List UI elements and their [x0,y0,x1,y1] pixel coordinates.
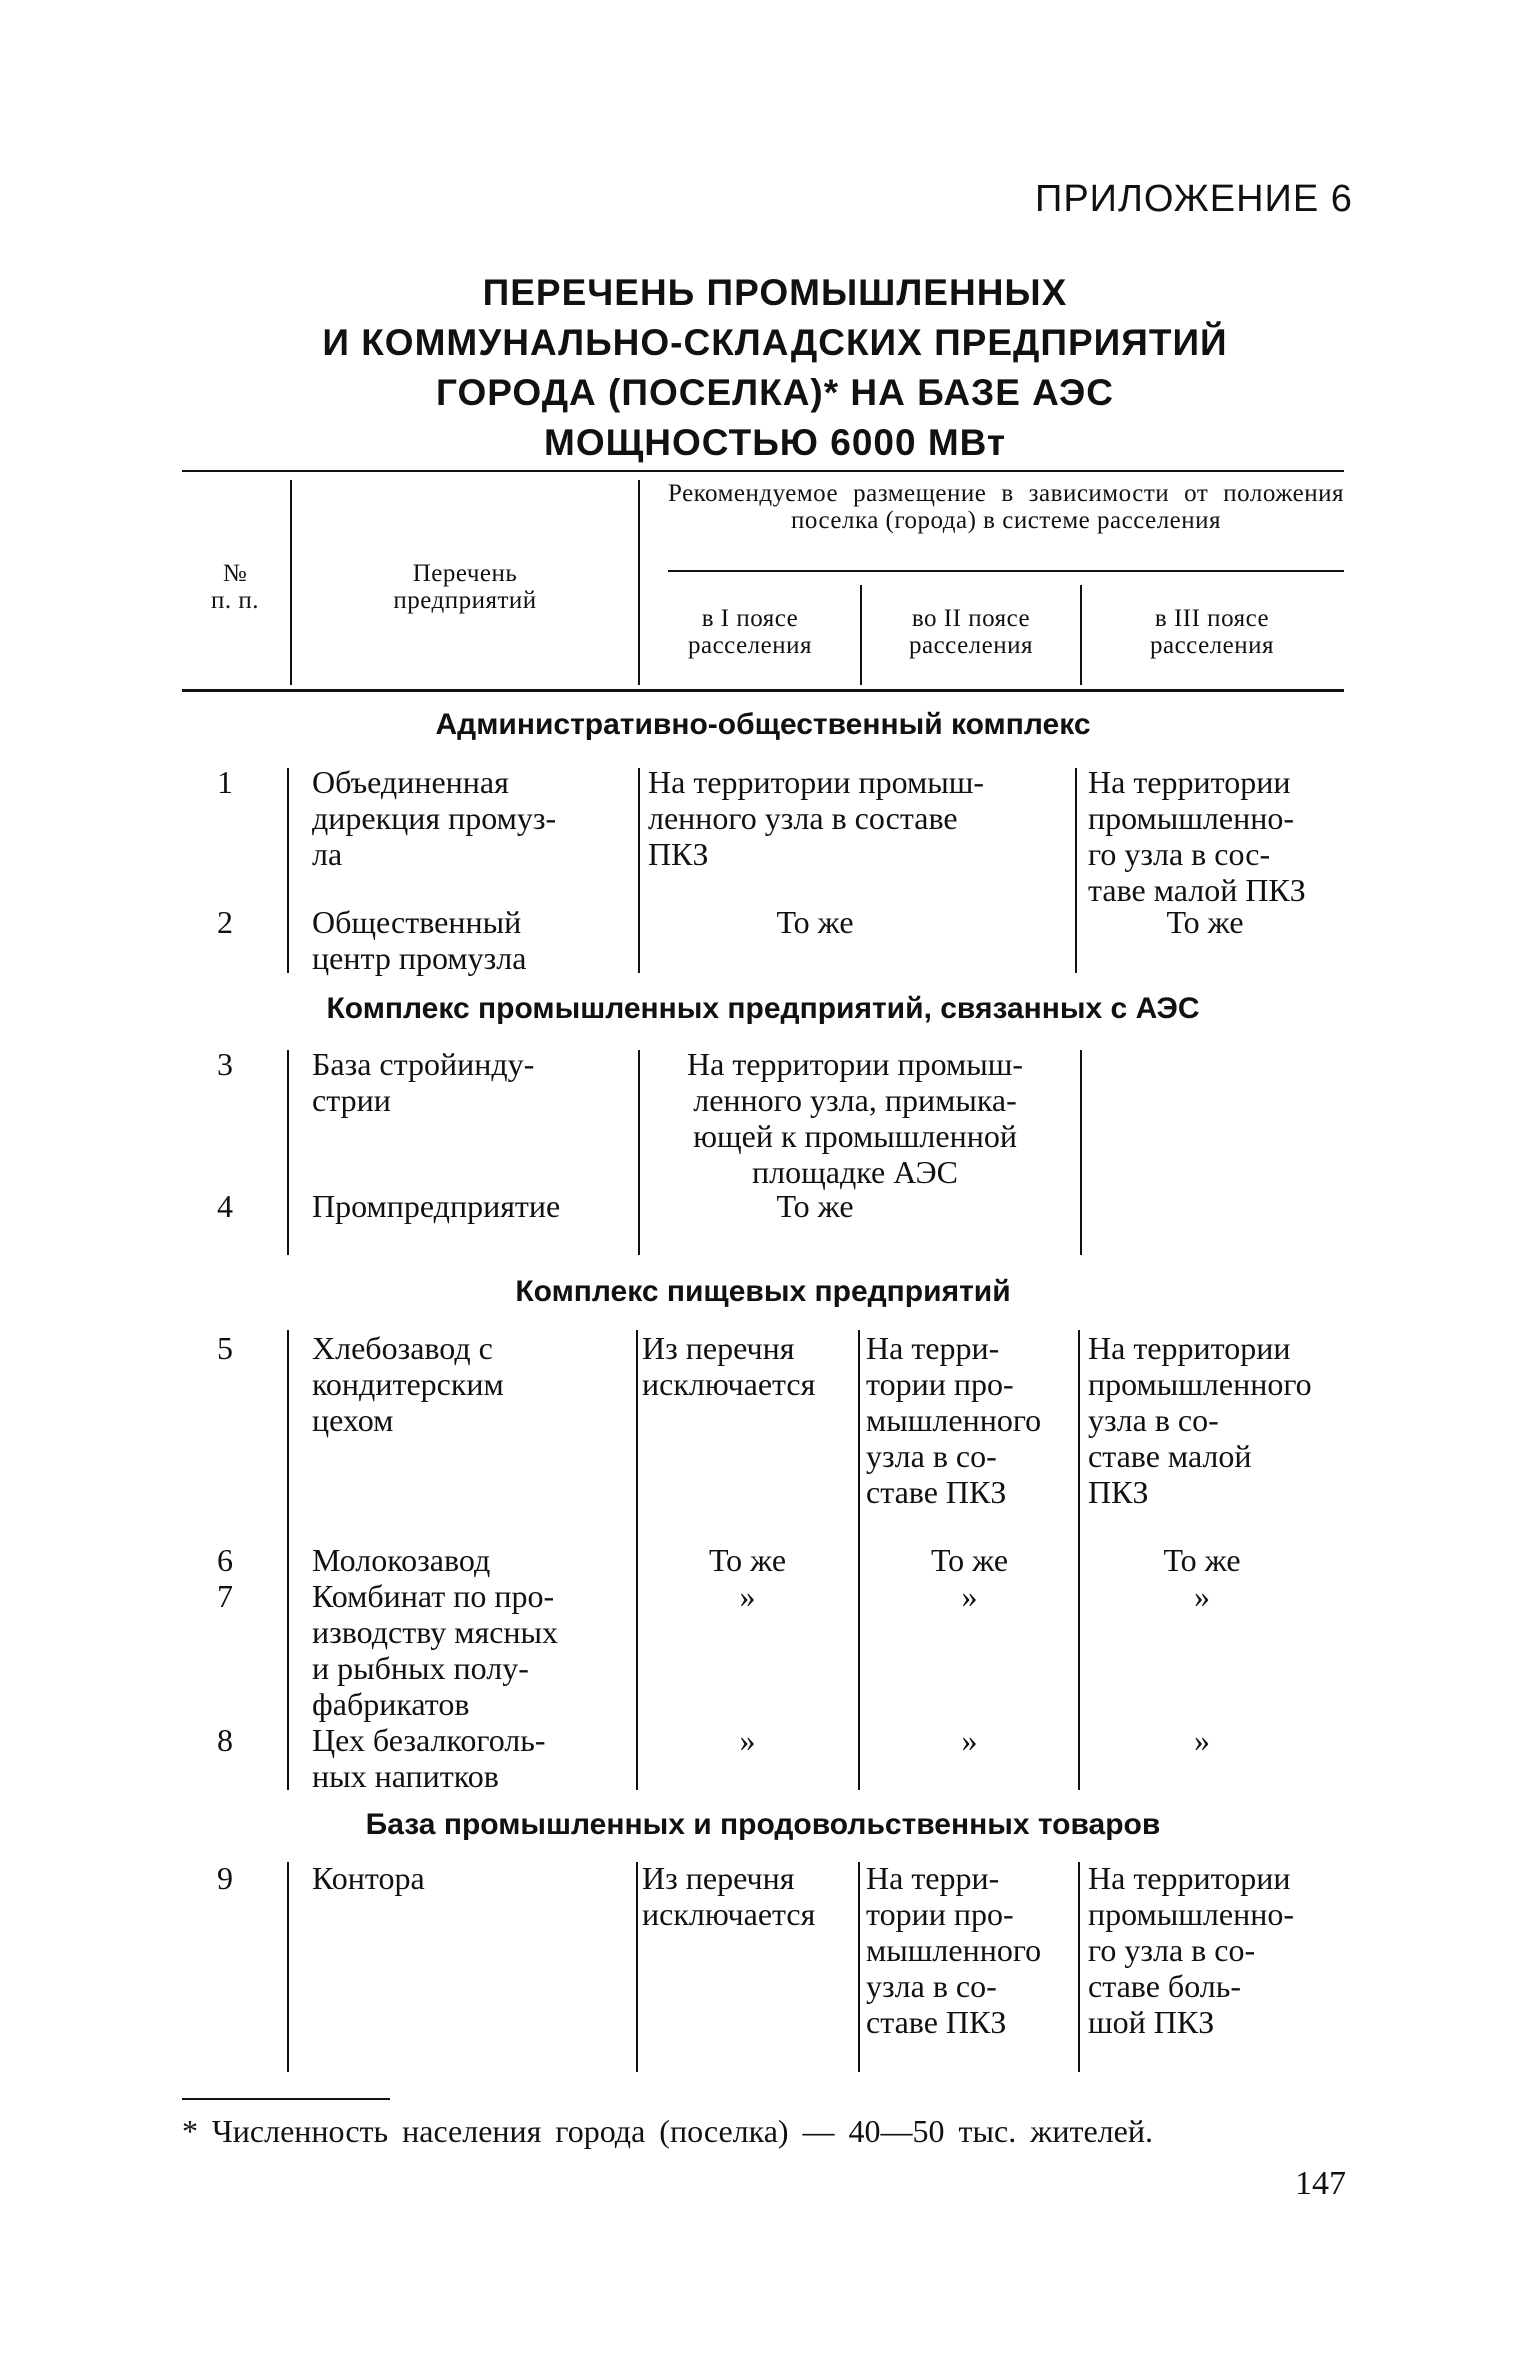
placement-zone-1: Из перечня исключается [642,1330,816,1402]
placement-zone-3: На территории промышленно- го узла в сос- таве малой ПКЗ [1088,764,1306,908]
section-heading: Комплекс пищевых предприятий [515,1275,1011,1308]
col-rule [287,1862,289,2072]
row-number: 9 [217,1860,233,1896]
placement-zone-3: То же [1163,1542,1241,1578]
placement-zone-1-2: То же [776,1188,854,1224]
placement-zone-2: То же [930,1542,1009,1578]
header-divider-2 [638,480,640,685]
col-rule [1078,1330,1080,1790]
header-zone-3: в III поясе расселения [1149,605,1275,659]
placement-zone-3: На территории промышленно- го узла в со- ставе боль- шой ПКЗ [1088,1860,1294,2040]
col-rule [1080,1050,1082,1255]
header-zone-2: во II поясе расселения [908,605,1034,659]
col-rule [1075,768,1077,973]
placement-zone-1: То же [708,1542,787,1578]
col-rule [1078,1862,1080,2072]
row-number: 5 [217,1330,233,1366]
placement-zone-1: » [739,1722,756,1758]
col-rule [636,1330,638,1790]
row-number: 7 [217,1578,233,1614]
section-heading: Административно-общественный комплекс [435,708,1091,741]
placement-zone-1-2: На территории промыш- ленного узла, примыка- ющей к промышленной площадке АЭС [687,1046,1023,1190]
col-rule [287,1050,289,1255]
col-rule [638,1050,640,1255]
enterprise-name: Контора [312,1860,425,1896]
placement-zone-3: » [1194,1722,1210,1758]
col-rule [287,1330,289,1790]
col-rule [858,1330,860,1790]
enterprise-name: Цех безалкоголь- ных напитков [312,1722,546,1794]
header-list: Перечень предприятий [393,560,537,614]
enterprise-name: Общественный центр промузла [312,904,527,976]
table-header-bottom-rule [182,689,1344,692]
header-sub-rule [668,570,1344,572]
enterprise-name: Хлебозавод с кондитерским цехом [312,1330,504,1438]
row-number: 6 [217,1542,233,1578]
placement-zone-1: » [739,1578,756,1614]
placement-zone-2: » [961,1722,978,1758]
placement-zone-3: То же [1166,904,1244,940]
col-rule [858,1862,860,2072]
section-heading: База промышленных и продовольственных товаров [365,1808,1161,1841]
row-number: 8 [217,1722,233,1758]
enterprise-name: Комбинат по про- изводству мясных и рыбных полу- фабрикатов [312,1578,559,1722]
row-number: 2 [217,904,233,940]
enterprise-name: Объединенная дирекция промуз- ла [312,764,557,872]
header-zone-1: в I поясе расселения [687,605,813,659]
placement-zone-3: » [1194,1578,1210,1614]
row-number: 3 [217,1046,233,1082]
footnote-rule [182,2098,390,2100]
placement-zone-2: На терри- тории про- мышленного узла в со- ставе ПКЗ [866,1330,1042,1510]
col-rule [287,768,289,973]
enterprise-name: База стройинду- стрии [312,1046,535,1118]
placement-zone-3: На территории промышленного узла в со- ставе малой ПКЗ [1088,1330,1312,1510]
header-divider-1 [290,480,292,685]
page-number: 147 [1295,2165,1346,2202]
header-placement: Рекомендуемое размещение в зависимости от положения поселка (города) в системе расселения [668,480,1344,534]
header-divider-4 [1080,585,1082,685]
placement-zone-2: » [961,1578,978,1614]
page-title: ПЕРЕЧЕНЬ ПРОМЫШЛЕННЫХ И КОММУНАЛЬНО-СКЛАДСКИХ ПРЕДПРИЯТИЙ ГОРОДА (ПОСЕЛКА)* НА БАЗЕ АЭС МОЩНОСТЬЮ 6000 МВт [322,272,1228,463]
row-number: 1 [217,764,233,800]
placement-zone-1: Из перечня исключается [642,1860,816,1932]
enterprise-name: Молокозавод [312,1542,491,1578]
enterprise-name: Промпредприятие [312,1188,561,1224]
col-rule [636,1862,638,2072]
placement-zone-1-2: На территории промыш- ленного узла в составе ПКЗ [648,764,984,872]
header-divider-3 [860,585,862,685]
row-number: 4 [217,1188,233,1224]
col-rule [638,768,640,973]
header-num: № п. п. [210,560,259,614]
appendix-label: ПРИЛОЖЕНИЕ 6 [1035,178,1353,220]
placement-zone-2: На терри- тории про- мышленного узла в со- ставе ПКЗ [866,1860,1042,2040]
table-top-rule [182,470,1344,472]
footnote: * Численность населения города (поселка) — 40—50 тыс. жителей. [182,2113,1153,2149]
section-heading: Комплекс промышленных предприятий, связанных с АЭС [326,992,1200,1025]
placement-zone-1-2: То же [776,904,854,940]
